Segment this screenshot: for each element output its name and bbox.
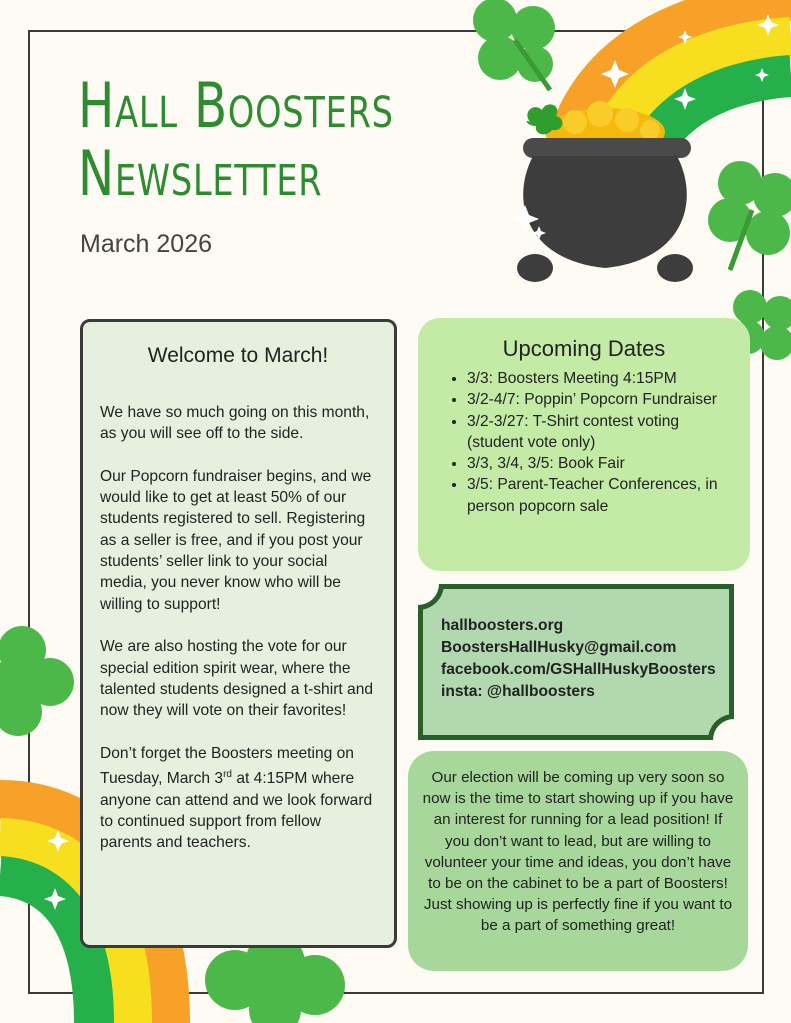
newsletter-title [78,69,394,210]
email-link[interactable]: BoostersHallHusky@gmail.com [441,639,677,656]
welcome-box [80,319,397,948]
welcome-paragraph-2: Our Popcorn fundraiser begins, and we would like to get at least 50% of our students registered to sell. Registering as a seller is free, and if you post your students’ seller link to your social media, you never know who will be willing to support! [100,467,372,613]
website-link[interactable]: hallboosters.org [441,617,564,634]
welcome-paragraph-4 [100,743,376,854]
clover-left-icon [0,620,80,760]
upcoming-dates-list [432,368,736,517]
welcome-paragraph-3: We are also hosting the vote for our special edition spirit wear, where the talented students designed a t-shirt and now they will vote on their favorites! [100,638,374,720]
upcoming-dates-box [418,318,750,571]
meeting-text-after: at 4:15PM where anyone can attend and we look forward to continued support from fellow parents and teachers. [100,770,373,852]
list-item: • 3/3, 3/4, 3/5: Book Fair [467,453,736,474]
election-text: Our election will be coming up very soon so now is the time to start showing up if you have an interest for running for a lead position! If you don’t want to lead, but are willing to volunteer your time and ideas, you don’t have to be on the cabinet to be a part of Boosters! Just showing up is perfectly fine if you want to be a part of something great! [422,769,734,935]
welcome-paragraph-1: We have so much going on this month, as you will see off to the side. [100,404,370,443]
insta-handle[interactable]: insta: @hallboosters [441,683,595,700]
meeting-text-before: Don’t forget the Boosters meeting on Tuesday, March 3 [100,744,354,788]
list-item: • 3/2-3/27: T-Shirt contest voting (student vote only) [467,411,736,454]
clover-bottom-icon [195,935,355,1023]
facebook-link[interactable]: facebook.com/GSHallHuskyBoosters [441,661,716,678]
title-line-1: Hall Boosters [78,69,394,142]
list-item: • 3/3: Boosters Meeting 4:15PM [467,368,736,389]
upcoming-dates-heading: Upcoming Dates [502,336,666,361]
election-box [408,751,748,971]
title-line-2: Newsletter [78,137,323,210]
list-item: • 3/5: Parent-Teacher Conferences, in person popcorn sale [467,474,736,517]
contact-box [418,584,734,740]
clover-right-icon [700,155,791,275]
clover-top-icon [455,0,565,95]
list-item: • 3/2-4/7: Poppin’ Popcorn Fundraiser [467,389,736,410]
issue-date: March 2026 [80,230,213,258]
meeting-date-suffix: rd [223,769,232,781]
welcome-heading: Welcome to March! [147,344,329,367]
pot-of-gold-icon [505,100,700,290]
